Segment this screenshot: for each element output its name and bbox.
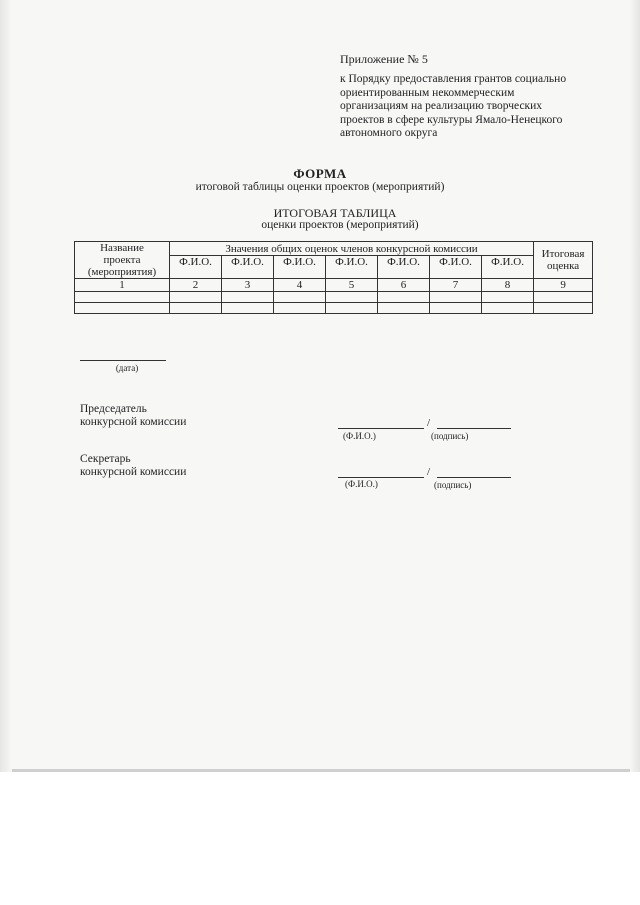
column-number: 1 — [75, 279, 170, 292]
table-cell[interactable] — [430, 303, 482, 314]
table-cell[interactable] — [326, 303, 378, 314]
column-number: 8 — [482, 279, 534, 292]
header-member-fio: Ф.И.О. — [378, 256, 430, 279]
chairman-signature-caption: (подпись) — [431, 431, 469, 441]
secretary-fio-line[interactable] — [338, 477, 424, 478]
table-cell[interactable] — [430, 292, 482, 303]
column-number: 2 — [170, 279, 222, 292]
table-row — [75, 292, 593, 303]
table-cell[interactable] — [222, 303, 274, 314]
chairman-separator: / — [427, 417, 431, 429]
chairman-fio-caption: (Ф.И.О.) — [343, 431, 376, 441]
appendix-line: ориентированным некоммерческим — [340, 86, 515, 99]
appendix-line: организациям на реализацию творческих — [340, 100, 543, 112]
header-member-fio: Ф.И.О. — [170, 256, 222, 279]
appendix-reference — [340, 73, 602, 141]
form-title: ФОРМА — [293, 166, 347, 181]
table-cell[interactable] — [274, 292, 326, 303]
table-cell[interactable] — [534, 303, 593, 314]
header-member-fio: Ф.И.О. — [326, 256, 378, 279]
form-subtitle: итоговой таблицы оценки проектов (мероприятий) — [195, 181, 445, 193]
header-member-fio: Ф.И.О. — [222, 256, 274, 279]
date-line[interactable] — [80, 360, 166, 361]
column-number-row — [75, 279, 593, 292]
column-number: 9 — [534, 279, 593, 292]
appendix-line: автономного округа — [340, 127, 438, 139]
secretary-signature-caption: (подпись) — [434, 480, 472, 490]
table-subtitle: оценки проектов (мероприятий) — [261, 219, 419, 231]
table-cell[interactable] — [482, 303, 534, 314]
column-number: 6 — [378, 279, 430, 292]
table-cell[interactable] — [75, 292, 170, 303]
column-number: 4 — [274, 279, 326, 292]
date-label: (дата) — [115, 363, 139, 373]
table-title: ИТОГОВАЯ ТАБЛИЦА — [273, 206, 397, 220]
table-cell[interactable] — [378, 292, 430, 303]
secretary-label: Секретарь конкурсной комиссии — [80, 453, 187, 478]
appendix-line: проектов в сфере культуры Ямало-Ненецкого — [340, 113, 563, 126]
chairman-label: Председатель конкурсной комиссии — [80, 403, 187, 428]
appendix-number: Приложение № 5 — [340, 52, 428, 66]
header-member-fio: Ф.И.О. — [430, 256, 482, 279]
table-cell[interactable] — [274, 303, 326, 314]
secretary-fio-caption: (Ф.И.О.) — [345, 479, 378, 489]
secretary-signature-line[interactable] — [437, 477, 511, 478]
header-member-fio: Ф.И.О. — [274, 256, 326, 279]
header-scores-group: Значения общих оценок членов конкурсной комиссии — [170, 242, 534, 256]
table-cell[interactable] — [75, 303, 170, 314]
column-number: 7 — [430, 279, 482, 292]
chairman-fio-line[interactable] — [338, 428, 424, 429]
header-total-score: Итоговая оценка — [534, 242, 593, 279]
table-cell[interactable] — [534, 292, 593, 303]
chairman-signature-line[interactable] — [437, 428, 511, 429]
secretary-separator: / — [427, 466, 431, 478]
table-cell[interactable] — [378, 303, 430, 314]
results-table — [74, 241, 593, 314]
table-row — [75, 303, 593, 314]
column-number: 5 — [326, 279, 378, 292]
header-project-name: Название проекта (мероприятия) — [75, 242, 170, 279]
column-number: 3 — [222, 279, 274, 292]
table-cell[interactable] — [482, 292, 534, 303]
table-cell[interactable] — [170, 303, 222, 314]
appendix-line: к Порядку предоставления грантов социально — [340, 73, 567, 85]
table-cell[interactable] — [170, 292, 222, 303]
table-cell[interactable] — [326, 292, 378, 303]
header-member-fio: Ф.И.О. — [482, 256, 534, 279]
table-cell[interactable] — [222, 292, 274, 303]
